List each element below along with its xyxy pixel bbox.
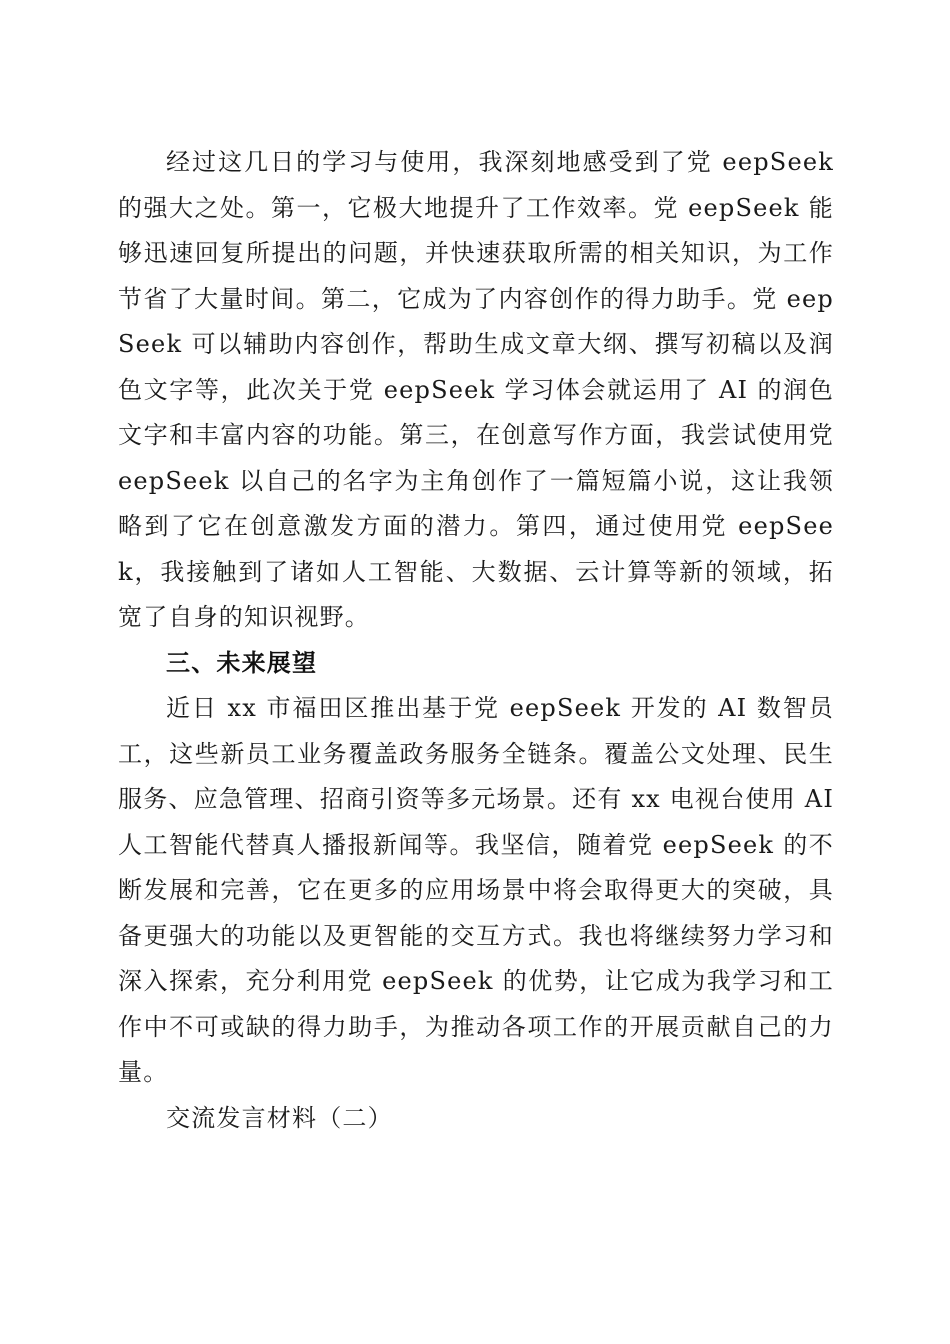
body-paragraph-outlook: 近日 xx 市福田区推出基于党 eepSeek 开发的 AI 数智员工，这些新员工业务覆盖政务服务全链条。覆盖公文处理、民生服务、应急管理、招商引资等多元场景。还有 xx 电视台使用 AI 人工智能代替真人播报新闻等。我坚信，随着党 eepSeek 的不断发展和完善，它在更多的应用场景中将会取得更大的突破，具备更强大的功能以及更智能的交互方式。我也将继续努力学习和深入探索，充分利用党 eepSeek 的优势，让它成为我学习和工作中不可或缺的得力助手，为推动各项工作的开展贡献自己的力量。 bbox=[118, 694, 834, 1086]
body-paragraph-reflection: 经过这几日的学习与使用，我深刻地感受到了党 eepSeek 的强大之处。第一，它极大地提升了工作效率。党 eepSeek 能够迅速回复所提出的问题，并快速获取所需的相关知识，为工作节省了大量时间。第二，它成为了内容创作的得力助手。党 eepSeek 可以辅助内容创作，帮助生成文章大纲、撰写初稿以及润色文字等，此次关于党 eepSeek 学习体会就运用了 AI 的润色文字和丰富内容的功能。第三，在创意写作方面，我尝试使用党 eepSeek 以自己的名字为主角创作了一篇短篇小说，这让我领略到了它在创意激发方面的潜力。第四，通过使用党 eepSeek，我接触到了诸如人工智能、大数据、云计算等新的领域，拓宽了自身的知识视野。 bbox=[118, 148, 834, 631]
document-body bbox=[118, 140, 834, 1141]
closing-line: 交流发言材料（二） bbox=[166, 1103, 393, 1132]
section-heading-future-outlook: 三、未来展望 bbox=[166, 648, 318, 677]
